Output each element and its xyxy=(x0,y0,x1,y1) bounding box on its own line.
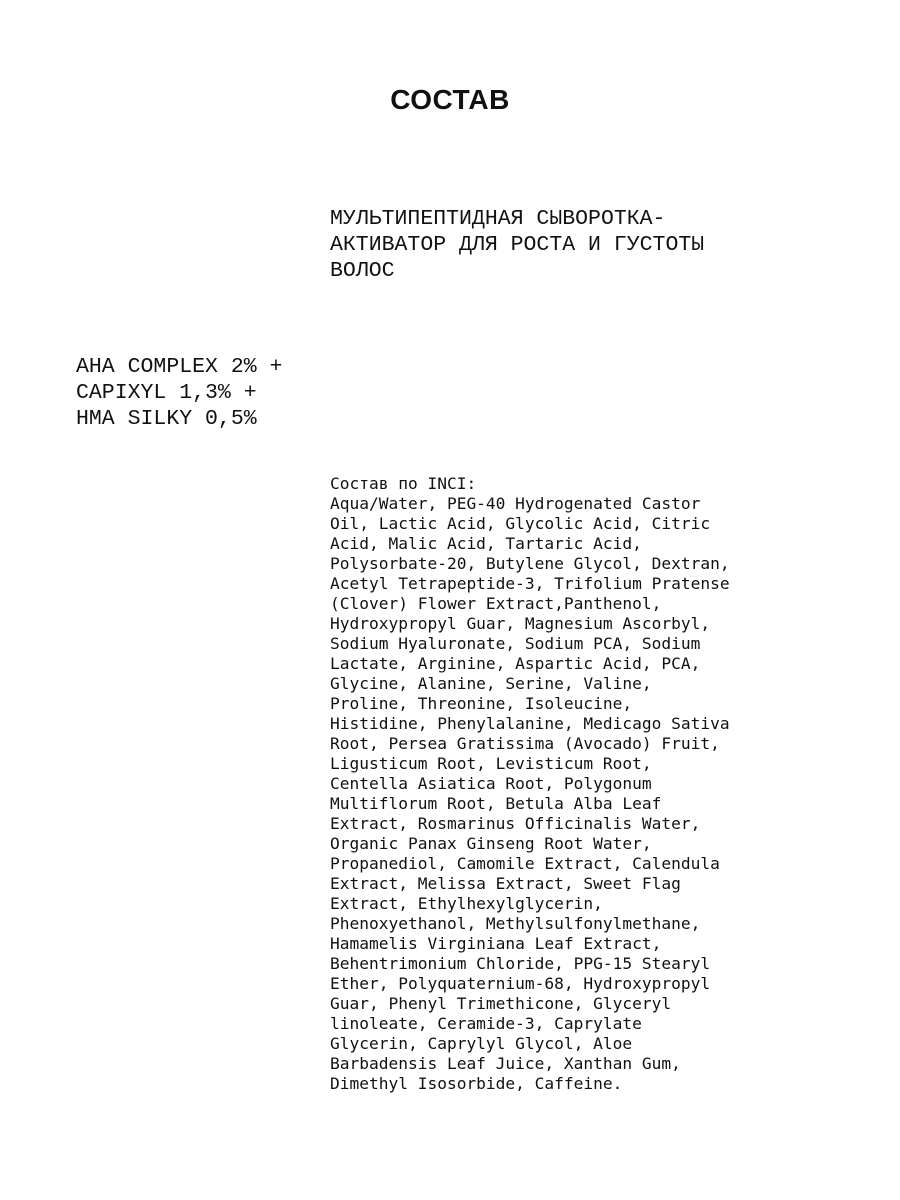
inci-line: Organic Panax Ginseng Root Water, xyxy=(330,834,652,853)
inci-line: Ligusticum Root, Levisticum Root, xyxy=(330,754,652,773)
inci-line: Extract, Ethylhexylglycerin, xyxy=(330,894,603,913)
active-ingredient-line: HMA SILKY 0,5% xyxy=(76,407,257,431)
inci-heading: Состав по INCI: xyxy=(330,474,477,493)
inci-line: Hamamelis Virginiana Leaf Extract, xyxy=(330,934,662,953)
product-name: МУЛЬТИПЕПТИДНАЯ СЫВОРОТКА- АКТИВАТОР ДЛЯ РОСТА И ГУСТОТЫ ВОЛОС xyxy=(330,207,705,283)
inci-line: Histidine, Phenylalanine, Medicago Sativa xyxy=(330,714,730,733)
inci-line: Extract, Rosmarinus Officinalis Water, xyxy=(330,814,701,833)
inci-line: Glycerin, Caprylyl Glycol, Aloe xyxy=(330,1034,633,1053)
inci-line: Polysorbate-20, Butylene Glycol, Dextran, xyxy=(330,554,730,573)
inci-line: Glycine, Alanine, Serine, Valine, xyxy=(330,674,652,693)
inci-line: Multiflorum Root, Betula Alba Leaf xyxy=(330,794,662,813)
active-ingredient-line: AHA COMPLEX 2% + xyxy=(76,355,283,379)
inci-line: Acid, Malic Acid, Tartaric Acid, xyxy=(330,534,642,553)
inci-line: Barbadensis Leaf Juice, Xanthan Gum, xyxy=(330,1054,681,1073)
inci-line: linoleate, Ceramide-3, Caprylate xyxy=(330,1014,642,1033)
inci-line: Hydroxypropyl Guar, Magnesium Ascorbyl, xyxy=(330,614,711,633)
inci-line: Dimethyl Isosorbide, Caffeine. xyxy=(330,1074,623,1093)
page-title: СОСТАВ xyxy=(390,84,510,115)
inci-line: Guar, Phenyl Trimethicone, Glyceryl xyxy=(330,994,672,1013)
inci-line: Extract, Melissa Extract, Sweet Flag xyxy=(330,874,681,893)
inci-line: Sodium Hyaluronate, Sodium PCA, Sodium xyxy=(330,634,701,653)
active-ingredients xyxy=(76,354,336,432)
active-ingredient-line: CAPIXYL 1,3% + xyxy=(76,381,257,405)
inci-line: Centella Asiatica Root, Polygonum xyxy=(330,774,652,793)
inci-line: Oil, Lactic Acid, Glycolic Acid, Citric xyxy=(330,514,711,533)
inci-line: Phenoxyethanol, Methylsulfonylmethane, xyxy=(330,914,701,933)
inci-line: Acetyl Tetrapeptide-3, Trifolium Pratense xyxy=(330,574,730,593)
inci-line: Root, Persea Gratissima (Avocado) Fruit, xyxy=(330,734,720,753)
inci-line: Propanediol, Camomile Extract, Calendula xyxy=(330,854,720,873)
inci-line: (Clover) Flower Extract,Panthenol, xyxy=(330,594,662,613)
inci-ingredients xyxy=(330,474,790,1094)
inci-line: Aqua/Water, PEG-40 Hydrogenated Castor xyxy=(330,494,701,513)
inci-line: Ether, Polyquaternium-68, Hydroxypropyl xyxy=(330,974,711,993)
inci-line: Proline, Threonine, Isoleucine, xyxy=(330,694,633,713)
inci-line: Behentrimonium Chloride, PPG-15 Stearyl xyxy=(330,954,711,973)
inci-line: Lactate, Arginine, Aspartic Acid, PCA, xyxy=(330,654,701,673)
